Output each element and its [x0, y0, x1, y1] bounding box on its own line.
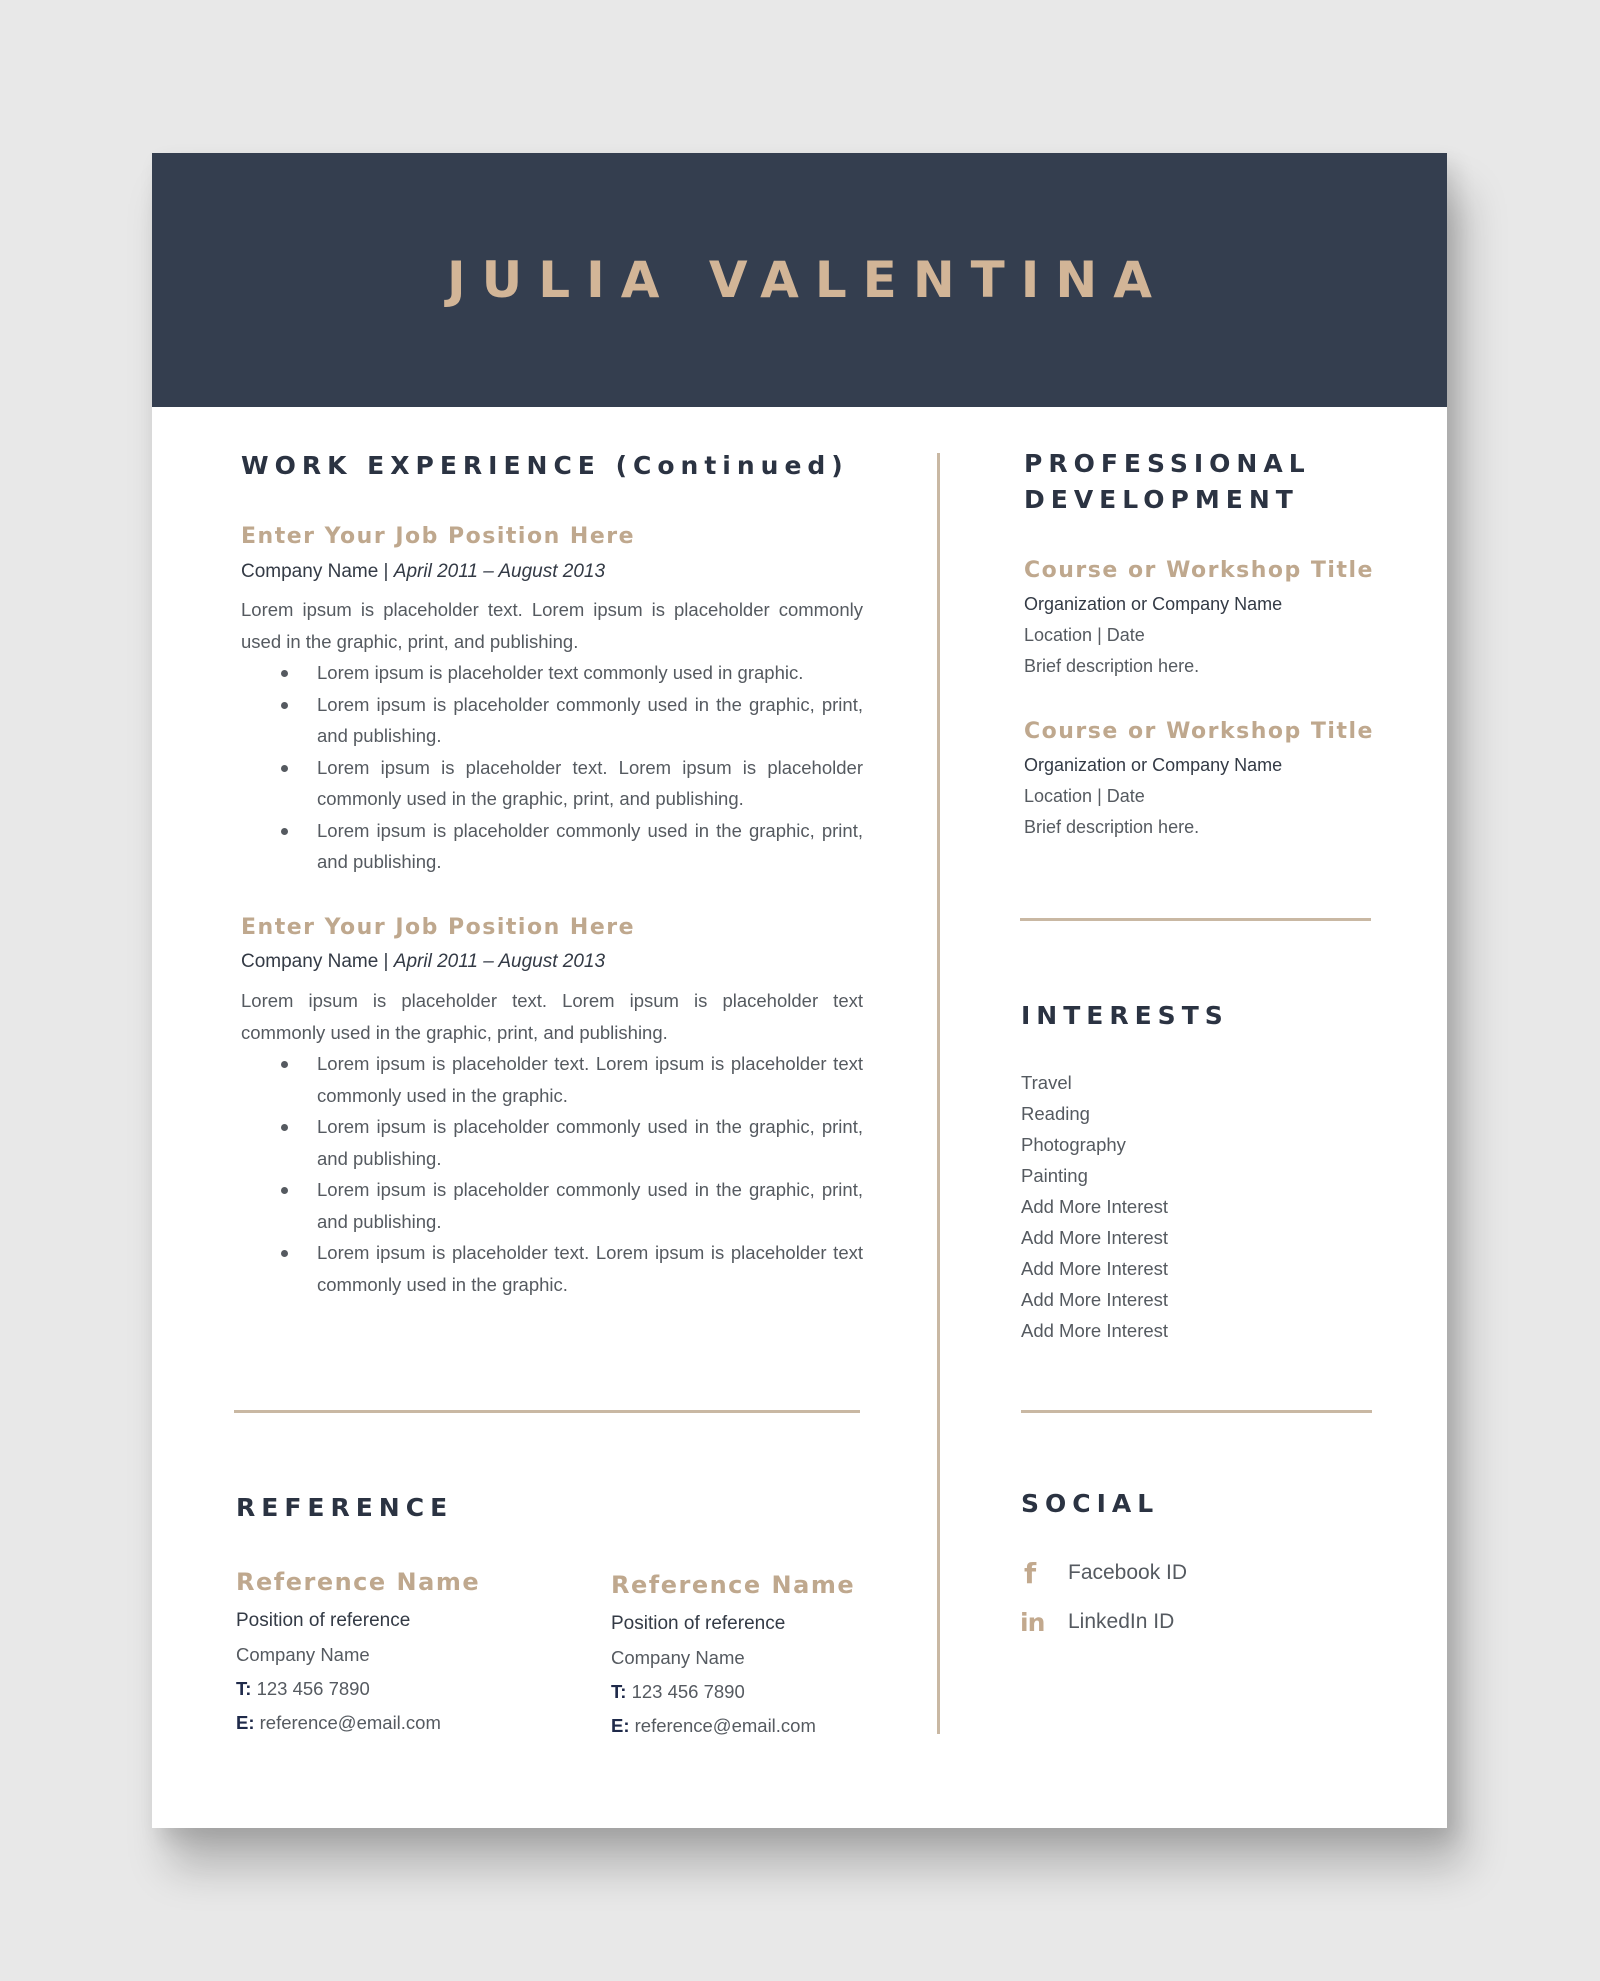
reference-name: Reference Name: [611, 1571, 856, 1599]
interest-item: Reading: [1021, 1103, 1090, 1124]
job-bullets: [241, 1048, 863, 1300]
interest-item: Add More Interest: [1021, 1289, 1169, 1310]
section-title-interests: INTERESTS: [1021, 1001, 1229, 1030]
bullet-item: Lorem ipsum is placeholder text commonly used in graphic.: [241, 657, 863, 689]
course-location-date: Location | Date: [1024, 625, 1145, 645]
resume-page: [152, 153, 1447, 1828]
section-title-reference: REFERENCE: [236, 1493, 454, 1522]
section-title-professional-development-line1: PROFESSIONAL: [1024, 449, 1311, 478]
reference-email-line: [611, 1715, 816, 1737]
bullet-item: Lorem ipsum is placeholder commonly used in the graphic, print, and publishing.: [241, 815, 863, 878]
course-description: Brief description here.: [1024, 817, 1200, 837]
bullet-dot: [281, 670, 288, 677]
job-position: Enter Your Job Position Here: [241, 915, 636, 940]
section-title-social: SOCIAL: [1021, 1489, 1160, 1518]
course-description: Brief description here.: [1024, 656, 1200, 676]
social-label: LinkedIn ID: [1068, 1610, 1175, 1633]
social-label: Facebook ID: [1068, 1561, 1188, 1584]
interest-item: Add More Interest: [1021, 1258, 1169, 1279]
bullet-dot: [281, 1124, 288, 1131]
job-company-line: [241, 951, 605, 973]
reference-email: reference@email.com: [259, 1712, 441, 1733]
email-label: E:: [611, 1715, 630, 1736]
bullet-dot: [281, 1187, 288, 1194]
reference-position: Position of reference: [611, 1613, 786, 1634]
job-bullets: [241, 657, 863, 878]
reference-phone-line: [236, 1678, 370, 1700]
candidate-name: JULIA VALENTINA: [447, 251, 1168, 309]
reference-phone: 123 456 7890: [256, 1678, 370, 1699]
reference-phone-line: [611, 1681, 745, 1703]
bullet-dot: [281, 702, 288, 709]
course-organization: Organization or Company Name: [1024, 594, 1283, 614]
job-summary: Lorem ipsum is placeholder text. Lorem ipsum is placeholder text commonly used in the graphic, print, and publishing.: [241, 990, 863, 1043]
separator: |: [378, 951, 394, 972]
reference-email-line: [236, 1712, 441, 1734]
bullet-item: Lorem ipsum is placeholder commonly used in the graphic, print, and publishing.: [241, 689, 863, 752]
course-organization: Organization or Company Name: [1024, 755, 1283, 775]
job-company: Company Name: [241, 951, 379, 972]
bullet-dot: [281, 765, 288, 772]
bullet-item: Lorem ipsum is placeholder text. Lorem ipsum is placeholder text commonly used in the graphic.: [241, 1048, 863, 1111]
bullet-item: Lorem ipsum is placeholder text. Lorem ipsum is placeholder text commonly used in the graphic.: [241, 1237, 863, 1300]
reference-name: Reference Name: [236, 1568, 481, 1596]
course-location-date: Location | Date: [1024, 786, 1145, 806]
reference-email: reference@email.com: [634, 1715, 816, 1736]
email-label: E:: [236, 1712, 255, 1733]
separator: |: [378, 561, 394, 582]
job-company: Company Name: [241, 561, 379, 582]
bullet-dot: [281, 1061, 288, 1068]
section-divider: [1021, 1410, 1372, 1413]
bullet-dot: [281, 1250, 288, 1257]
linkedin-icon: in: [1020, 1608, 1045, 1637]
reference-phone: 123 456 7890: [631, 1681, 745, 1702]
bullet-item: Lorem ipsum is placeholder commonly used in the graphic, print, and publishing.: [241, 1111, 863, 1174]
reference-position: Position of reference: [236, 1610, 411, 1631]
interest-item: Add More Interest: [1021, 1196, 1169, 1217]
facebook-icon: f: [1024, 1557, 1037, 1590]
interest-item: Painting: [1021, 1165, 1088, 1186]
interest-item: Add More Interest: [1021, 1227, 1169, 1248]
section-title-work-experience: WORK EXPERIENCE (Continued): [241, 451, 849, 480]
interest-item: Travel: [1021, 1072, 1072, 1093]
interest-item: Photography: [1021, 1134, 1126, 1155]
bullet-item: Lorem ipsum is placeholder text. Lorem ipsum is placeholder commonly used in the graphic, print, and publishing.: [241, 752, 863, 815]
bullet-item: Lorem ipsum is placeholder commonly used in the graphic, print, and publishing.: [241, 1174, 863, 1237]
job-company-line: [241, 561, 605, 583]
job-dates: April 2011 – August 2013: [393, 951, 606, 972]
phone-label: T:: [236, 1678, 252, 1699]
section-title-professional-development-line2: DEVELOPMENT: [1024, 485, 1299, 514]
bullet-dot: [281, 828, 288, 835]
phone-label: T:: [611, 1681, 627, 1702]
column-divider: [937, 453, 940, 1734]
resume-header: [152, 153, 1447, 407]
job-dates: April 2011 – August 2013: [393, 561, 606, 582]
reference-company: Company Name: [611, 1647, 745, 1668]
section-divider: [234, 1410, 860, 1413]
job-position: Enter Your Job Position Here: [241, 524, 636, 549]
reference-company: Company Name: [236, 1644, 370, 1665]
course-title: Course or Workshop Title: [1024, 719, 1374, 744]
section-divider: [1020, 918, 1371, 921]
course-title: Course or Workshop Title: [1024, 558, 1374, 583]
interest-item: Add More Interest: [1021, 1320, 1169, 1341]
job-summary: Lorem ipsum is placeholder text. Lorem ipsum is placeholder commonly used in the graphic, print, and publishing.: [241, 599, 863, 652]
